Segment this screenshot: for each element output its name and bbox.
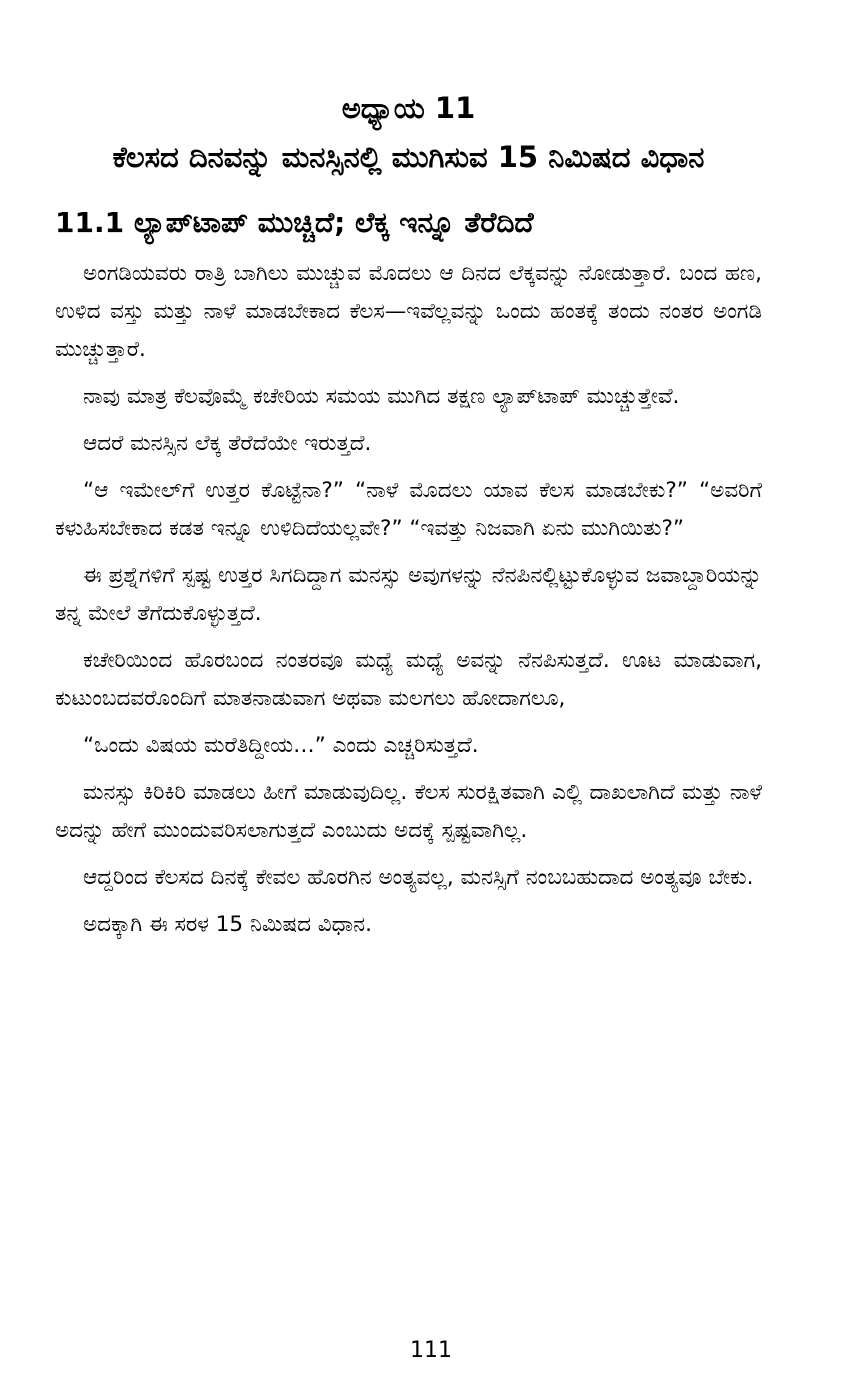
body-paragraph: ಅಂಗಡಿಯವರು ರಾತ್ರಿ ಬಾಗಿಲು ಮುಚ್ಚುವ ಮೊದಲು ಆ ದಿನದ ಲೆಕ್ಕವನ್ನು ನೋಡುತ್ತಾರೆ. ಬಂದ ಹಣ, ಉಳಿದ ವಸ್ತು ಮತ್ತು ನಾಳೆ ಮಾಡಬೇಕಾದ ಕೆಲಸ—ಇವೆಲ್ಲವನ್ನು ಒಂದು ಹಂತಕ್ಕೆ ತಂದು ನಂತರ ಅಂಗಡಿ ಮುಚ್ಚುತ್ತಾರೆ.: [55, 261, 762, 362]
book-page: [55, 88, 762, 953]
body-paragraph: ಆದರೆ ಮನಸ್ಸಿನ ಲೆಕ್ಕ ತೆರೆದೆಯೇ ಇರುತ್ತದೆ.: [83, 431, 372, 456]
chapter-title: ಕೆಲಸದ ದಿನವನ್ನು ಮನಸ್ಸಿನಲ್ಲಿ ಮುಗಿಸುವ 15 ನಿಮಿಷದ ವಿಧಾನ: [112, 140, 705, 174]
body-paragraph: ನಾವು ಮಾತ್ರ ಕೆಲವೊಮ್ಮೆ ಕಚೇರಿಯ ಸಮಯ ಮುಗಿದ ತಕ್ಷಣ ಲ್ಯಾಪ್‌ಟಾಪ್ ಮುಚ್ಚುತ್ತೇವೆ.: [83, 384, 680, 409]
page-number: 111: [410, 1338, 452, 1363]
body-paragraph: ಆದ್ದರಿಂದ ಕೆಲಸದ ದಿನಕ್ಕೆ ಕೇವಲ ಹೊರಗಿನ ಅಂತ್ಯವಲ್ಲ, ಮನಸ್ಸಿಗೆ ನಂಬಬಹುದಾದ ಅಂತ್ಯವೂ ಬೇಕು.: [83, 865, 754, 890]
chapter-number: ಅಧ್ಯಾಯ 11: [341, 91, 476, 125]
body-paragraph: ಅದಕ್ಕಾಗಿ ಈ ಸರಳ 15 ನಿಮಿಷದ ವಿಧಾನ.: [83, 912, 372, 937]
body-paragraph: ಮನಸ್ಸು ಕಿರಿಕಿರಿ ಮಾಡಲು ಹೀಗೆ ಮಾಡುವುದಿಲ್ಲ. ಕೆಲಸ ಸುರಕ್ಷಿತವಾಗಿ ಎಲ್ಲಿ ದಾಖಲಾಗಿದೆ ಮತ್ತು ನಾಳೆ ಅದನ್ನು ಹೇಗೆ ಮುಂದುವರಿಸಲಾಗುತ್ತದೆ ಎಂಬುದು ಅದಕ್ಕೆ ಸ್ಪಷ್ಟವಾಗಿಲ್ಲ.: [55, 780, 762, 843]
body-paragraph: ಕಚೇರಿಯಿಂದ ಹೊರಬಂದ ನಂತರವೂ ಮಧ್ಯೆ ಮಧ್ಯೆ ಅವನ್ನು ನೆನಪಿಸುತ್ತದೆ. ಊಟ ಮಾಡುವಾಗ, ಕುಟುಂಬದವರೊಂದಿಗೆ ಮಾತನಾಡುವಾಗ ಅಥವಾ ಮಲಗಲು ಹೋದಾಗಲೂ,: [55, 648, 762, 711]
section-heading: 11.1 ಲ್ಯಾಪ್‌ಟಾಪ್ ಮುಚ್ಚಿದೆ; ಲೆಕ್ಕ ಇನ್ನೂ ತೆರೆದಿದೆ: [55, 206, 534, 239]
body-paragraph: ಈ ಪ್ರಶ್ನೆಗಳಿಗೆ ಸ್ಪಷ್ಟ ಉತ್ತರ ಸಿಗದಿದ್ದಾಗ ಮನಸ್ಸು ಅವುಗಳನ್ನು ನೆನಪಿನಲ್ಲಿಟ್ಟುಕೊಳ್ಳುವ ಜವಾಬ್ದಾರಿಯನ್ನು ತನ್ನ ಮೇಲೆ ತೆಗೆದುಕೊಳ್ಳುತ್ತದೆ.: [55, 563, 762, 626]
body-paragraph: “ಆ ಇಮೇಲ್‌ಗೆ ಉತ್ತರ ಕೊಟ್ಟೆನಾ?” “ನಾಳೆ ಮೊದಲು ಯಾವ ಕೆಲಸ ಮಾಡಬೇಕು?” “ಅವರಿಗೆ ಕಳುಹಿಸಬೇಕಾದ ಕಡತ ಇನ್ನೂ ಉಳಿದಿದೆಯಲ್ಲವೇ?” “ಇವತ್ತು ನಿಜವಾಗಿ ಏನು ಮುಗಿಯಿತು?”: [55, 478, 762, 541]
body-paragraph: “ಒಂದು ವಿಷಯ ಮರೆತಿದ್ದೀಯ…” ಎಂದು ಎಚ್ಚರಿಸುತ್ತದೆ.: [83, 733, 479, 758]
